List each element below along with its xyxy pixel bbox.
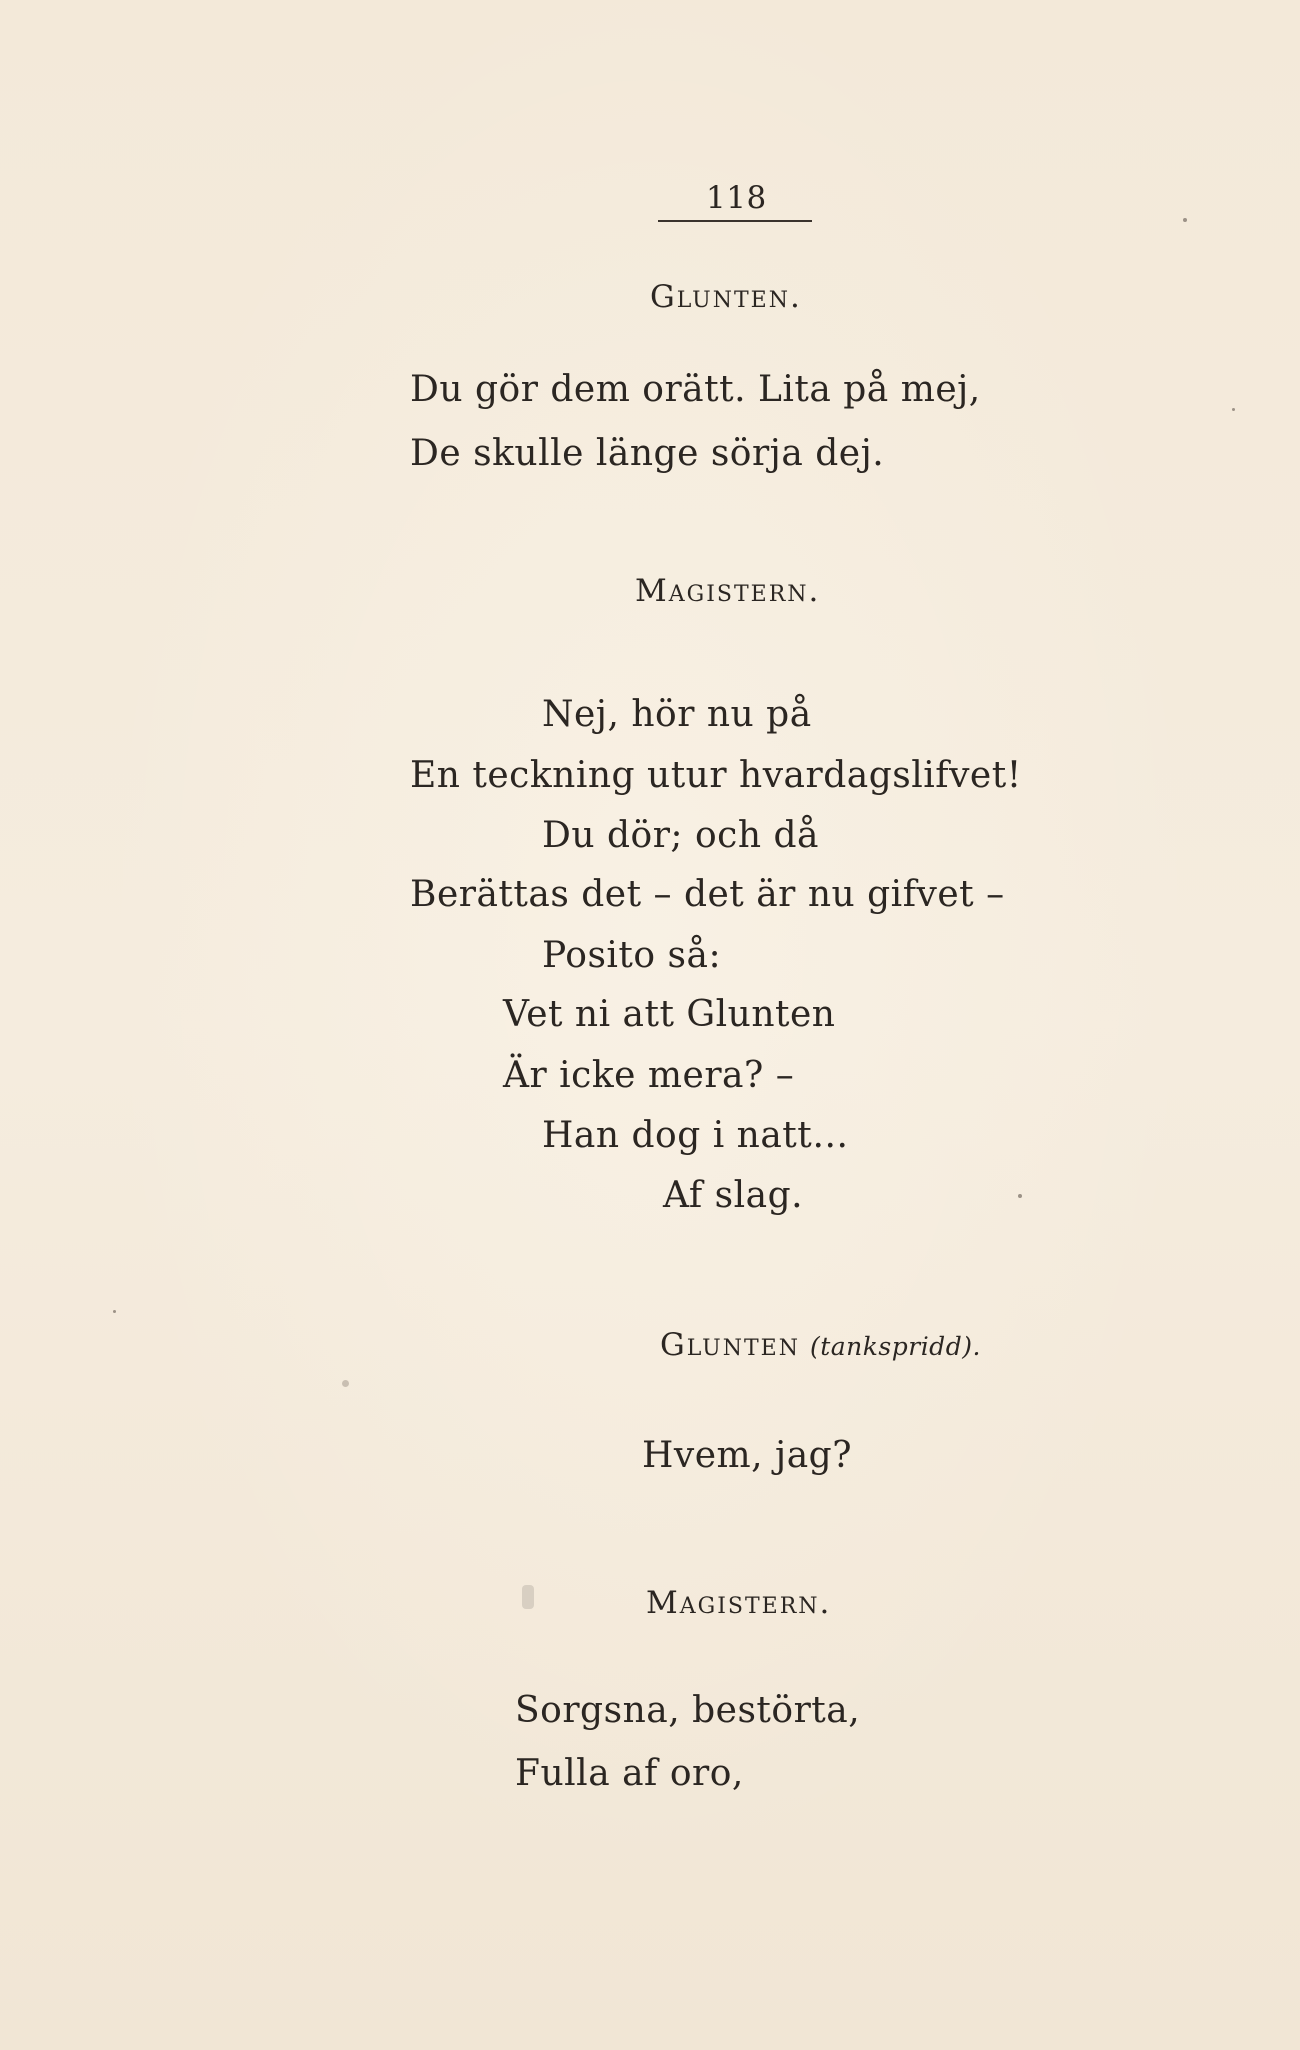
speaker-heading xyxy=(650,279,802,315)
page-number: 118 xyxy=(706,180,767,216)
verse-line: En teckning utur hvardagslifvet! xyxy=(410,755,1022,796)
page-number-rule xyxy=(658,220,812,222)
verse-line: Sorgsna, bestörta, xyxy=(515,1690,861,1731)
paper-speck xyxy=(342,1380,349,1387)
speaker-name: Magistern. xyxy=(646,1585,832,1621)
paper-speck xyxy=(1183,218,1187,222)
speaker-heading xyxy=(635,573,821,609)
speaker-name: Glunten xyxy=(660,1327,800,1363)
stage-direction: (tankspridd). xyxy=(809,1332,981,1361)
paper-speck xyxy=(1232,408,1235,411)
verse-line: Hvem, jag? xyxy=(642,1435,853,1476)
paper-speck xyxy=(1018,1194,1022,1198)
paper-speck xyxy=(113,1310,116,1313)
speaker-name: Magistern. xyxy=(635,573,821,609)
verse-line: De skulle länge sörja dej. xyxy=(410,433,885,474)
paper-speck xyxy=(522,1585,534,1609)
verse-line: Vet ni att Glunten xyxy=(503,994,836,1035)
verse-line: Nej, hör nu på xyxy=(542,694,812,735)
verse-line: Är icke mera? – xyxy=(503,1055,795,1096)
verse-line: Posito så: xyxy=(542,935,722,976)
verse-line: Han dog i natt… xyxy=(542,1115,849,1156)
verse-line: Du gör dem orätt. Lita på mej, xyxy=(410,369,981,410)
speaker-heading xyxy=(660,1327,981,1363)
verse-line: Fulla af oro, xyxy=(515,1753,744,1794)
verse-line: Du dör; och då xyxy=(542,815,819,856)
verse-line: Berättas det – det är nu gifvet – xyxy=(410,874,1005,915)
speaker-heading xyxy=(646,1585,832,1621)
verse-line: Af slag. xyxy=(663,1175,804,1216)
speaker-name: Glunten. xyxy=(650,279,802,315)
